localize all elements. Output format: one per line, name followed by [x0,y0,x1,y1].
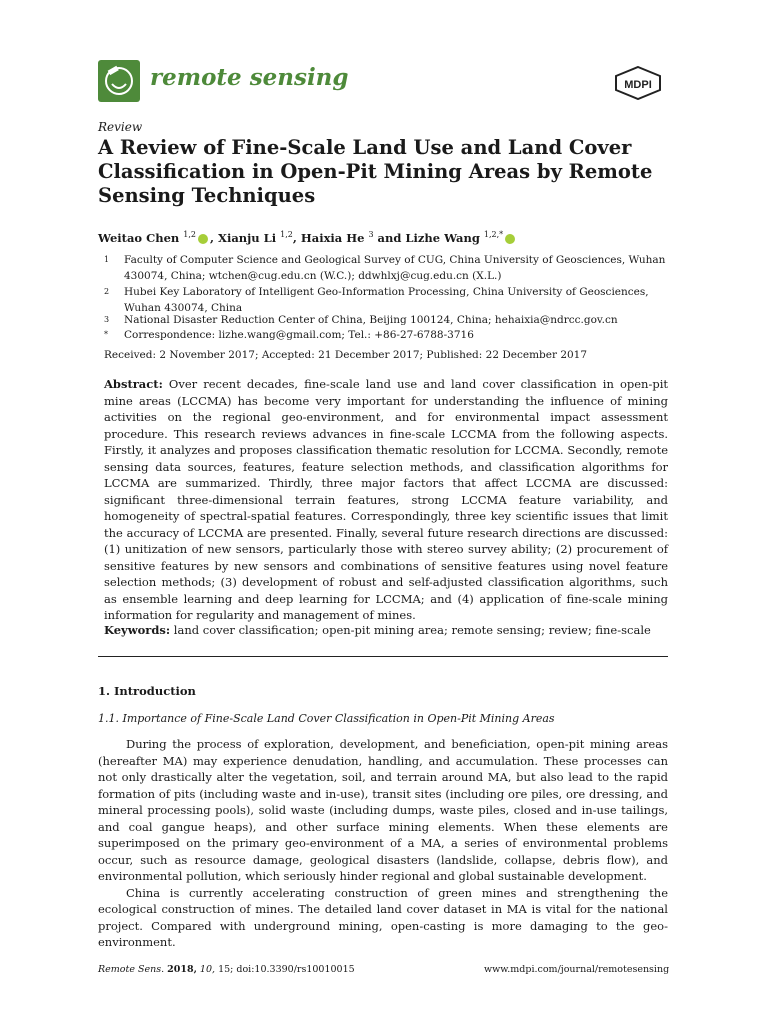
section-title: 1. Introduction [98,684,196,698]
abstract-label: Abstract: [104,377,163,391]
author-list: Weitao Chen $^{1,2}$ , Xianju Li $^{1,2}$, Haixia He $^3$ and Lizhe Wang $^{1,2,*}$ [98,230,517,245]
affiliation-text: Faculty of Computer Science and Geological Survey of CUG, China University of Geosciences, Wuhan 430074, China; wtchen@cug.edu.cn (W.C.); ddwhlxj@cug.edu.cn (X.L.) [124,254,666,282]
section-divider [98,656,668,657]
author-affiliation-sup: 1,2 [183,230,197,239]
publisher-name: MDPI [624,79,652,91]
author-affiliation-sup: 3 [368,230,374,239]
article-title: A Review of Fine-Scale Land Use and Land Cover Classification in Open-Pit Mining Areas by Remote Sensing Techniques [98,136,653,207]
orcid-icon[interactable] [505,234,515,244]
author-name: Lizhe Wang [405,230,484,245]
article-type: Review [98,120,143,134]
journal-url[interactable]: www.mdpi.com/journal/remotesensing [484,964,670,975]
affiliation-text: National Disaster Reduction Center of China, Beijing 100124, China; hehaixia@ndrcc.gov.cn [124,314,618,326]
affiliation-3 [104,312,668,328]
orcid-icon[interactable] [198,234,208,244]
affiliation-number: 3 [104,315,110,324]
citation-volume: 10, [199,964,216,975]
affiliation-number: 2 [104,287,110,296]
keywords [104,623,668,637]
correspondence [104,327,668,343]
publication-dates: Received: 2 November 2017; Accepted: 21 December 2017; Published: 22 December 2017 [104,349,588,361]
paragraph: During the process of exploration, development, and beneficiation, open-pit mining areas (hereafter MA) may experience denudation, handling, and accumulation. These processes can not only drastically alter the vegetation, soil, and terrain around MA, but also lead to the rapid formation of pits (including waste and in-use), transit sites (including ore piles, ore dressing, and mineral processing pools), solid waste (including dumps, waste piles, closed and in-use tailings, and coal gangue heaps), and other surface mining elements. When these elements are superimposed on the primary geo-environment of a MA, a series of environmental problems occur, such as resource damage, geological disasters (landslide, collapse, debris flow), and environmental pollution, which seriously hinder regional and global sustainable development. [98,737,668,883]
affiliation-text: Hubei Key Laboratory of Intelligent Geo-Information Processing, China University of Geosciences, Wuhan 430074, China [124,286,649,314]
journal-logo-icon [98,60,140,102]
author-affiliation-sup: 1,2 [280,230,293,239]
journal-name: remote sensing [150,64,349,91]
footer-citation [98,964,355,975]
author-affiliation-sup: 1,2,* [483,230,504,239]
abstract [104,376,668,624]
publisher-logo [614,66,662,100]
paragraph: China is currently accelerating construction of green mines and strengthening the ecological construction of mines. The detailed land cover dataset in MA is vital for the national project. Compared with underground mining, open-casting is more damaging to the geo-environment. [98,885,668,949]
affiliation-number: 1 [104,255,110,264]
keywords-label: Keywords: [104,623,171,637]
affiliation-number: * [104,330,108,339]
keywords-text: land cover classification; open-pit mining area; remote sensing; review; fine-scale [173,623,651,637]
author-name: Weitao Chen [98,230,184,245]
subsection-title: 1.1. Importance of Fine-Scale Land Cover Classification in Open-Pit Mining Areas [98,712,555,725]
abstract-text: Over recent decades, fine-scale land use and land cover classification in open-pit mine areas (LCCMA) has become very important for understanding the influence of mining activities on the regional geo-environment, and for environmental impact assessment procedure. This research reviews advances in fine-scale LCCMA from the following aspects. Firstly, it analyzes and proposes classification thematic resolution for LCCMA. Secondly, remote sensing data sources, features, feature selection methods, and classification algorithms for LCCMA are summarized. Thirdly, three major factors that affect LCCMA are discussed: significant three-dimensional terrain features, strong LCCMA feature variability, and homogeneity of spectral-spatial features. Correspondingly, three key scientific issues that limit the accuracy of LCCMA are presented. Finally, several future research directions are discussed: (1) unitization of new sensors, particularly those with stereo survey ability; (2) procurement of sensitive features by new sensors and combinations of sensitive features using novel feature selection methods; (3) development of robust and self-adjusted classification algorithms, such as ensemble learning and deep learning for LCCMA; and (4) application of fine-scale mining information for regularity and management of mines. [104,377,669,622]
citation-year: 2018, [167,964,197,975]
affiliation-1 [104,252,668,284]
body-text [98,736,668,951]
author-name: Haixia He [300,230,369,245]
citation-doi: 15; doi:10.3390/rs10010015 [218,964,355,975]
affiliation-text: Correspondence: lizhe.wang@gmail.com; Tel.: +86-27-6788-3716 [124,329,474,341]
author-name: Xianju Li [218,230,281,245]
journal-abbreviation: Remote Sens. [98,964,165,975]
